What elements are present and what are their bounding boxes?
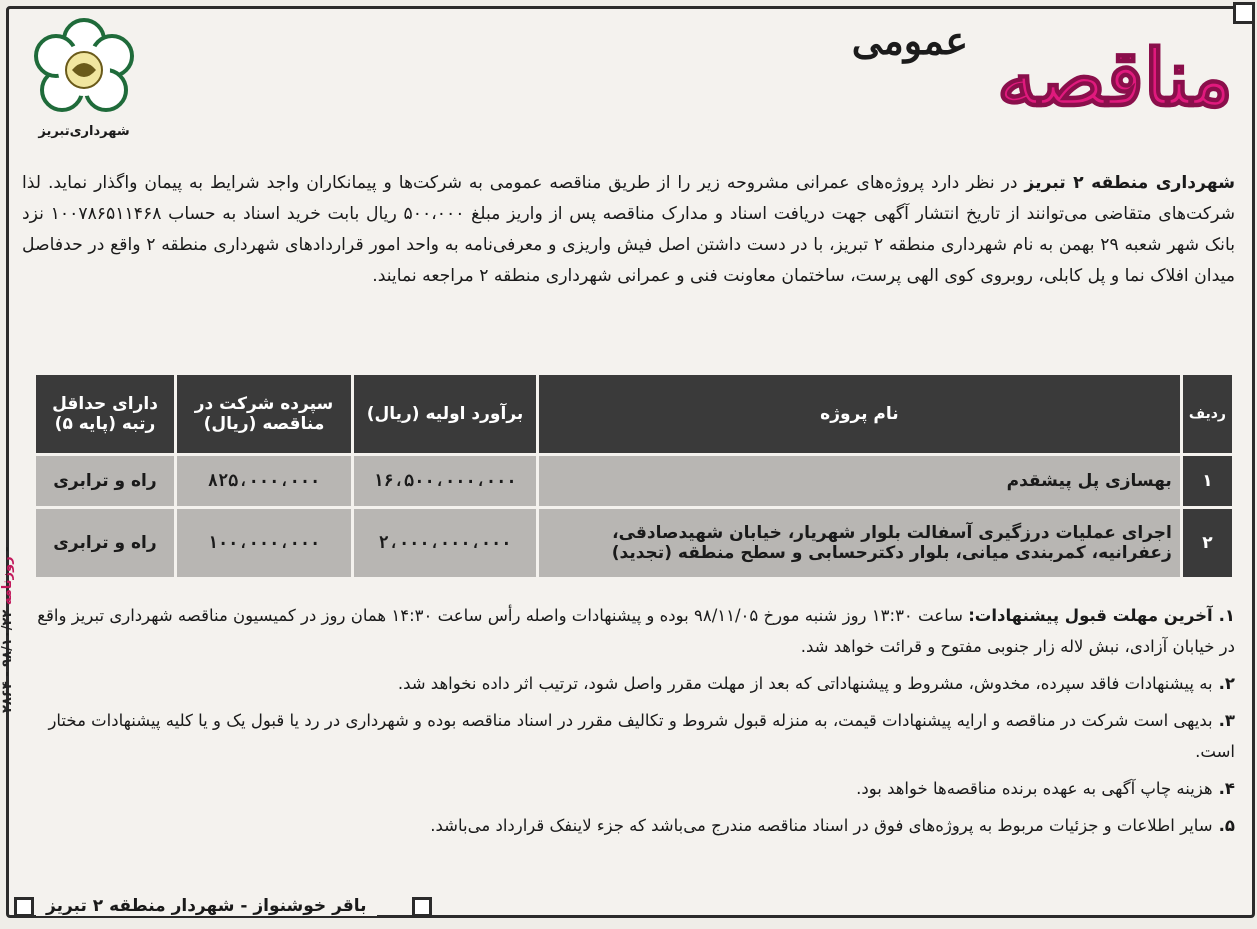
intro-text: در نظر دارد پروژه‌های عمرانی مشروحه زیر را از طریق مناقصه عمومی به شرکت‌ها و پیمانکاران واجد شرایط به پیمان واگذار نماید. لذا شرکت‌های متقاضی می‌توانند از تاریخ انتشار آگهی جهت دریافت اسناد و مدارک مناقصه پس از واریز مبلغ ۵۰۰،۰۰۰ ریال بابت خرید اسناد به حساب ۱۰۰۷۸۶۵۱۱۴۶۸ نزد بانک شهر شعبه ۲۹ بهمن به نام شهرداری منطقه ۲ تبریز، با در دست داشتن اصل فیش واریزی و معرفی‌نامه به واحد امور قراردادهای شهرداری منطقه ۲ واقع در حدفاصل میدان افلاک نما و پل کابلی، روبروی کوی الهی پرست، ساختمان معاونت فنی و عمرانی شهرداری منطقه ۲ مراجعه نمایند. — [22, 173, 1236, 286]
condition-text: ساعت ۱۳:۳۰ روز شنبه مورخ ۹۸/۱۱/۰۵ بوده و پیشنهادات واصله رأس ساعت ۱۴:۳۰ همان روز در کمیسیون مناقصه شهرداری تبریز واقع در خیابان آزادی، نبش لاله زار جنوبی مفتوح و قرائت خواهد شد. — [37, 606, 1235, 656]
flower-emblem-icon — [32, 18, 136, 122]
condition-text: هزینه چاپ آگهی به عهده برنده مناقصه‌ها خواهد بود. — [856, 779, 1213, 798]
project-title: اجرای عملیات درزگیری آسفالت بلوار شهریار، خیابان شهیدصادقی، زعفرانیه، کمربندی میانی، بلوار دکترحسابی و سطح منطقه (تجدید) — [539, 509, 1180, 577]
project-deposit: ۸۲۵،۰۰۰،۰۰۰ — [177, 456, 351, 506]
condition-number: ۳. — [1218, 711, 1235, 730]
municipality-logo — [24, 18, 144, 158]
condition-text: سایر اطلاعات و جزئیات مربوط به پروژه‌های فوق در اسناد مناقصه مندرج می‌باشد که جزء لاینفک قرارداد می‌باشد. — [430, 816, 1213, 835]
project-estimate: ۲،۰۰۰،۰۰۰،۰۰۰ — [354, 509, 536, 577]
project-grade: راه و ترابری — [36, 456, 174, 506]
headline-small: عمومی — [851, 18, 968, 63]
project-deposit: ۱۰۰،۰۰۰،۰۰۰ — [177, 509, 351, 577]
project-estimate: ۱۶،۵۰۰،۰۰۰،۰۰۰ — [354, 456, 536, 506]
header-grade: دارای حداقل رتبه (پایه ۵) — [36, 375, 174, 453]
condition-item — [22, 668, 1235, 699]
condition-lead: آخرین مهلت قبول پیشنهادات: — [968, 606, 1213, 625]
row-number: ۱ — [1183, 456, 1232, 506]
footer-box-right — [412, 897, 432, 917]
table-row — [36, 456, 1232, 506]
signature: باقر خوشنواز - شهردار منطقه ۲ تبریز — [36, 896, 377, 916]
issuer-name: شهرداری منطقه ۲ تبریز — [1024, 173, 1236, 193]
corner-tab — [1233, 2, 1255, 24]
condition-number: ۲. — [1218, 674, 1235, 693]
header-row-no: ردیف — [1183, 375, 1232, 453]
condition-item — [22, 600, 1235, 662]
header-project: نام پروژه — [539, 375, 1180, 453]
table-header-row — [36, 375, 1232, 453]
project-grade: راه و ترابری — [36, 509, 174, 577]
side-strip — [0, 480, 18, 780]
condition-text: بدیهی است شرکت در مناقصه و ارایه پیشنهادات قیمت، به منزله قبول شروط و تکالیف مقرر در اسناد مناقصه بوده و شهرداری در رد یا قبول یک و یا کلیه پیشنهادات مختار است. — [48, 711, 1235, 761]
condition-number: ۱. — [1218, 606, 1235, 625]
condition-item — [22, 773, 1235, 804]
projects-table — [33, 372, 1235, 580]
footer-box-left — [14, 897, 34, 917]
logo-caption: شهرداری‌تبریز — [38, 124, 130, 139]
header-estimate: برآورد اولیه (ریال) — [354, 375, 536, 453]
project-title: بهسازی پل پیشقدم — [539, 456, 1180, 506]
condition-item — [22, 705, 1235, 767]
table-row — [36, 509, 1232, 577]
headline-big: مناقصه — [997, 33, 1233, 124]
intro-paragraph — [22, 168, 1235, 292]
condition-number: ۴. — [1218, 779, 1235, 798]
condition-text: به پیشنهادات فاقد سپرده، مخدوش، مشروط و پیشنهاداتی که بعد از مهلت مقرر واصل شود، ترتیب اثر داده نخواهد شد. — [397, 674, 1213, 693]
newspaper-label: روزنامه — [0, 556, 15, 606]
ad-number: ۹۸/۱۰/۲۲ - ۲۸۶۴ - — [0, 546, 15, 714]
row-number: ۲ — [1183, 509, 1232, 577]
header-deposit: سپرده شرکت در مناقصه (ریال) — [177, 375, 351, 453]
conditions-list — [22, 600, 1235, 847]
condition-item — [22, 810, 1235, 841]
headline — [813, 18, 1233, 136]
condition-number: ۵. — [1218, 816, 1235, 835]
